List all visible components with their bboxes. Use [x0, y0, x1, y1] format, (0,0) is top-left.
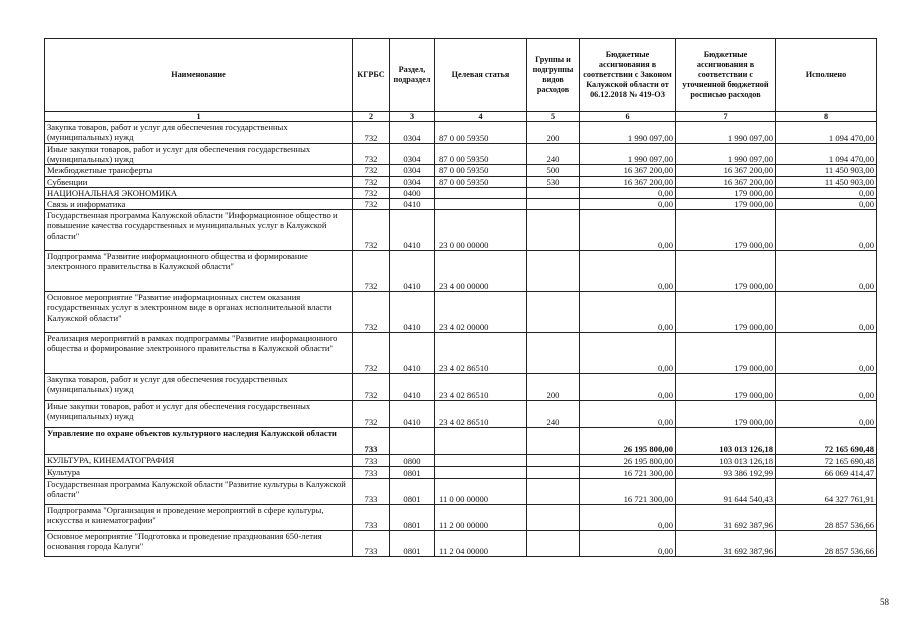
- table-row: [45, 144, 877, 165]
- cell-a: 16 367 200,00: [580, 165, 676, 176]
- cell-k: 732: [353, 333, 390, 374]
- cell-c: 0,00: [776, 333, 877, 374]
- cell-name: Основное мероприятие "Развитие информационных систем оказания государственных услуг в электронном виде в органах исполнительной власти Калужской области": [45, 292, 353, 333]
- cell-name: Межбюджетные трансферты: [45, 165, 353, 176]
- table-row: [45, 428, 877, 455]
- cell-rz: 0304: [390, 122, 435, 144]
- table-row: [45, 199, 877, 210]
- cell-b: 179 000,00: [676, 187, 776, 198]
- cell-name: Закупка товаров, работ и услуг для обеспечения государственных (муниципальных) нужд: [45, 374, 353, 401]
- table-row: [45, 505, 877, 531]
- cell-vr: 530: [527, 176, 580, 187]
- table-row: [45, 531, 877, 557]
- cell-k: 732: [353, 199, 390, 210]
- cell-a: 0,00: [580, 292, 676, 333]
- cell-a: 1 990 097,00: [580, 144, 676, 165]
- cell-c: 28 857 536,66: [776, 505, 877, 531]
- cell-rz: 0304: [390, 144, 435, 165]
- cell-vr: [527, 505, 580, 531]
- cell-cs: [435, 428, 527, 455]
- cell-k: 733: [353, 428, 390, 455]
- cell-c: 0,00: [776, 401, 877, 428]
- table-body: [45, 122, 877, 557]
- cell-vr: [527, 292, 580, 333]
- column-number: 7: [676, 112, 776, 122]
- column-header: Бюджетные ассигнования в соответствии с уточненной бюджетной росписью расходов: [676, 39, 776, 112]
- cell-name: Культура: [45, 467, 353, 479]
- cell-name: Управление по охране объектов культурного наследия Калужской области: [45, 428, 353, 455]
- cell-k: 733: [353, 467, 390, 479]
- cell-cs: 23 4 02 86510: [435, 401, 527, 428]
- table-row: [45, 187, 877, 198]
- cell-c: 64 327 761,91: [776, 479, 877, 505]
- cell-k: 732: [353, 187, 390, 198]
- cell-vr: [527, 455, 580, 467]
- cell-rz: 0410: [390, 199, 435, 210]
- cell-name: Основное мероприятие "Подготовка и проведение празднования 650-летия основания города Калуги": [45, 531, 353, 557]
- cell-name: НАЦИОНАЛЬНАЯ ЭКОНОМИКА: [45, 187, 353, 198]
- cell-c: 1 094 470,00: [776, 144, 877, 165]
- cell-rz: 0410: [390, 251, 435, 292]
- cell-a: 1 990 097,00: [580, 122, 676, 144]
- cell-cs: 23 4 00 00000: [435, 251, 527, 292]
- cell-c: 0,00: [776, 292, 877, 333]
- table-row: [45, 176, 877, 187]
- cell-name: Государственная программа Калужской области "Информационное общество и повышение качества государственных и муниципальных услуг в Калужской области": [45, 210, 353, 251]
- cell-rz: 0801: [390, 467, 435, 479]
- cell-vr: [527, 187, 580, 198]
- cell-k: 732: [353, 251, 390, 292]
- cell-a: 16 721 300,00: [580, 479, 676, 505]
- cell-cs: 11 2 04 00000: [435, 531, 527, 557]
- cell-cs: 23 4 02 86510: [435, 374, 527, 401]
- cell-c: 0,00: [776, 251, 877, 292]
- cell-cs: 87 0 00 59350: [435, 122, 527, 144]
- cell-b: 91 644 540,43: [676, 479, 776, 505]
- cell-vr: [527, 479, 580, 505]
- budget-table: [44, 38, 877, 557]
- cell-b: 16 367 200,00: [676, 165, 776, 176]
- cell-c: 72 165 690,48: [776, 455, 877, 467]
- cell-a: 16 367 200,00: [580, 176, 676, 187]
- header-row: [45, 39, 877, 112]
- cell-k: 733: [353, 505, 390, 531]
- cell-k: 733: [353, 531, 390, 557]
- cell-b: 16 367 200,00: [676, 176, 776, 187]
- cell-rz: 0400: [390, 187, 435, 198]
- cell-vr: 240: [527, 144, 580, 165]
- cell-k: 732: [353, 165, 390, 176]
- cell-b: 179 000,00: [676, 333, 776, 374]
- column-number: 8: [776, 112, 877, 122]
- cell-cs: 23 4 02 86510: [435, 333, 527, 374]
- cell-a: 0,00: [580, 333, 676, 374]
- column-number: 2: [353, 112, 390, 122]
- cell-c: 11 450 903,00: [776, 176, 877, 187]
- table-row: [45, 479, 877, 505]
- cell-b: 31 692 387,96: [676, 531, 776, 557]
- cell-c: 1 094 470,00: [776, 122, 877, 144]
- cell-vr: [527, 467, 580, 479]
- cell-vr: [527, 251, 580, 292]
- cell-b: 179 000,00: [676, 251, 776, 292]
- table-row: [45, 165, 877, 176]
- cell-rz: 0800: [390, 455, 435, 467]
- cell-name: Субвенции: [45, 176, 353, 187]
- cell-cs: 23 4 02 00000: [435, 292, 527, 333]
- cell-k: 732: [353, 144, 390, 165]
- cell-cs: [435, 199, 527, 210]
- cell-b: 1 990 097,00: [676, 144, 776, 165]
- cell-k: 732: [353, 374, 390, 401]
- cell-k: 732: [353, 122, 390, 144]
- cell-vr: 240: [527, 401, 580, 428]
- cell-vr: [527, 531, 580, 557]
- cell-c: 0,00: [776, 187, 877, 198]
- table-row: [45, 455, 877, 467]
- column-number: 3: [390, 112, 435, 122]
- column-number: 6: [580, 112, 676, 122]
- cell-b: 179 000,00: [676, 292, 776, 333]
- cell-k: 732: [353, 176, 390, 187]
- cell-cs: [435, 467, 527, 479]
- cell-k: 732: [353, 292, 390, 333]
- cell-rz: 0801: [390, 479, 435, 505]
- cell-k: 732: [353, 210, 390, 251]
- cell-cs: [435, 455, 527, 467]
- cell-a: 0,00: [580, 401, 676, 428]
- cell-rz: 0410: [390, 401, 435, 428]
- cell-vr: [527, 199, 580, 210]
- column-header: Целевая статья: [435, 39, 527, 112]
- cell-a: 26 195 800,00: [580, 428, 676, 455]
- cell-name: Закупка товаров, работ и услуг для обеспечения государственных (муниципальных) нужд: [45, 122, 353, 144]
- cell-c: 66 069 414,47: [776, 467, 877, 479]
- cell-a: 16 721 300,00: [580, 467, 676, 479]
- cell-c: 11 450 903,00: [776, 165, 877, 176]
- cell-vr: 200: [527, 374, 580, 401]
- column-number: 1: [45, 112, 353, 122]
- cell-cs: 87 0 00 59350: [435, 176, 527, 187]
- column-header: Наименование: [45, 39, 353, 112]
- cell-cs: [435, 187, 527, 198]
- table-row: [45, 122, 877, 144]
- cell-name: КУЛЬТУРА, КИНЕМАТОГРАФИЯ: [45, 455, 353, 467]
- cell-rz: 0304: [390, 176, 435, 187]
- cell-vr: [527, 333, 580, 374]
- cell-b: 93 386 192,99: [676, 467, 776, 479]
- table-row: [45, 374, 877, 401]
- cell-rz: 0304: [390, 165, 435, 176]
- table-row: [45, 467, 877, 479]
- cell-c: 0,00: [776, 199, 877, 210]
- table-row: [45, 251, 877, 292]
- column-header: КГРБС: [353, 39, 390, 112]
- cell-vr: [527, 210, 580, 251]
- cell-b: 103 013 126,18: [676, 455, 776, 467]
- page-number: 58: [880, 597, 889, 607]
- cell-name: Подпрограмма "Развитие информационного общества и формирование электронного правительства в Калужской области": [45, 251, 353, 292]
- cell-a: 0,00: [580, 210, 676, 251]
- cell-b: 179 000,00: [676, 199, 776, 210]
- column-header: Раздел, подраздел: [390, 39, 435, 112]
- column-header: Группы и подгруппы видов расходов: [527, 39, 580, 112]
- cell-rz: 0801: [390, 531, 435, 557]
- cell-rz: 0410: [390, 210, 435, 251]
- cell-name: Реализация мероприятий в рамках подпрограммы "Развитие информационного общества и формирование электронного правительства в Калужской области": [45, 333, 353, 374]
- cell-k: 733: [353, 479, 390, 505]
- cell-k: 732: [353, 401, 390, 428]
- table-row: [45, 401, 877, 428]
- cell-name: Иные закупки товаров, работ и услуг для обеспечения государственных (муниципальных) нужд: [45, 401, 353, 428]
- cell-cs: 11 2 00 00000: [435, 505, 527, 531]
- table-row: [45, 333, 877, 374]
- cell-b: 179 000,00: [676, 210, 776, 251]
- cell-cs: 23 0 00 00000: [435, 210, 527, 251]
- cell-rz: [390, 428, 435, 455]
- cell-name: Связь и информатика: [45, 199, 353, 210]
- cell-c: 28 857 536,66: [776, 531, 877, 557]
- cell-name: Подпрограмма "Организация и проведение мероприятий в сфере культуры, искусства и кинематографии": [45, 505, 353, 531]
- cell-rz: 0410: [390, 333, 435, 374]
- cell-a: 0,00: [580, 374, 676, 401]
- cell-c: 0,00: [776, 210, 877, 251]
- cell-a: 0,00: [580, 251, 676, 292]
- cell-vr: 500: [527, 165, 580, 176]
- cell-cs: 87 0 00 59350: [435, 144, 527, 165]
- cell-c: 72 165 690,48: [776, 428, 877, 455]
- cell-name: Государственная программа Калужской области "Развитие культуры в Калужской области": [45, 479, 353, 505]
- cell-vr: 200: [527, 122, 580, 144]
- cell-vr: [527, 428, 580, 455]
- cell-name: Иные закупки товаров, работ и услуг для обеспечения государственных (муниципальных) нужд: [45, 144, 353, 165]
- column-header: Бюджетные ассигнования в соответствии с Законом Калужской области от 06.12.2018 № 419-ОЗ: [580, 39, 676, 112]
- cell-c: 0,00: [776, 374, 877, 401]
- column-number-row: [45, 112, 877, 122]
- cell-a: 0,00: [580, 505, 676, 531]
- cell-cs: 87 0 00 59350: [435, 165, 527, 176]
- cell-b: 179 000,00: [676, 401, 776, 428]
- column-number: 5: [527, 112, 580, 122]
- cell-rz: 0410: [390, 292, 435, 333]
- cell-b: 1 990 097,00: [676, 122, 776, 144]
- cell-rz: 0801: [390, 505, 435, 531]
- cell-a: 0,00: [580, 199, 676, 210]
- column-header: Исполнено: [776, 39, 877, 112]
- cell-b: 31 692 387,96: [676, 505, 776, 531]
- cell-b: 179 000,00: [676, 374, 776, 401]
- column-number: 4: [435, 112, 527, 122]
- cell-b: 103 013 126,18: [676, 428, 776, 455]
- cell-a: 0,00: [580, 187, 676, 198]
- cell-rz: 0410: [390, 374, 435, 401]
- cell-a: 0,00: [580, 531, 676, 557]
- cell-k: 733: [353, 455, 390, 467]
- cell-cs: 11 0 00 00000: [435, 479, 527, 505]
- table-row: [45, 292, 877, 333]
- table-row: [45, 210, 877, 251]
- cell-a: 26 195 800,00: [580, 455, 676, 467]
